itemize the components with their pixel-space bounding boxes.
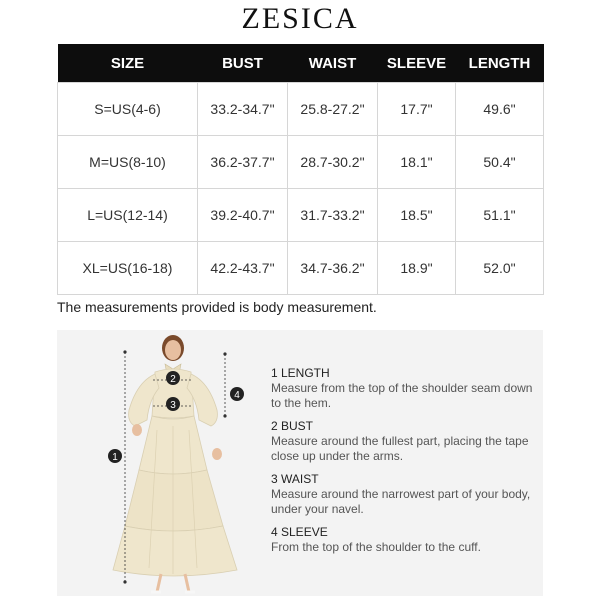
- instruction-description: From the top of the shoulder to the cuff.: [271, 540, 481, 554]
- length-measure-top: [123, 350, 126, 353]
- marker-waist-label: 3: [170, 400, 176, 411]
- cell-sleeve: 18.9": [378, 242, 456, 295]
- measurement-instructions: [271, 366, 541, 563]
- header-waist: WAIST: [288, 44, 378, 83]
- instruction-description: Measure around the fullest part, placing the tape close up under the arms.: [271, 434, 529, 463]
- cell-bust: 42.2-43.7": [198, 242, 288, 295]
- header-sleeve: SLEEVE: [378, 44, 456, 83]
- cell-length: 51.1": [456, 189, 544, 242]
- cell-sleeve: 18.5": [378, 189, 456, 242]
- table-row: [58, 136, 544, 189]
- length-measure-bottom: [123, 580, 126, 583]
- table-row: [58, 242, 544, 295]
- cell-bust: 39.2-40.7": [198, 189, 288, 242]
- instruction-length: [271, 366, 541, 411]
- marker-bust-label: 2: [170, 374, 176, 385]
- instruction-title: 1 LENGTH: [271, 366, 330, 380]
- marker-sleeve-label: 4: [234, 390, 240, 401]
- cell-length: 49.6": [456, 83, 544, 136]
- instruction-waist: [271, 472, 541, 517]
- instruction-title: 3 WAIST: [271, 472, 319, 486]
- instruction-sleeve: [271, 525, 541, 555]
- skirt-tier-3: [113, 526, 237, 576]
- cell-length: 50.4": [456, 136, 544, 189]
- size-chart-table: [57, 44, 544, 295]
- brand-logo: ZESICA: [241, 2, 359, 35]
- instruction-description: Measure from the top of the shoulder seam down to the hem.: [271, 381, 533, 410]
- header-size: SIZE: [58, 44, 198, 83]
- dress-model-illustration: [57, 330, 267, 596]
- table-header-row: [58, 44, 544, 83]
- cell-waist: 25.8-27.2": [288, 83, 378, 136]
- cell-waist: 28.7-30.2": [288, 136, 378, 189]
- instruction-bust: [271, 419, 541, 464]
- cell-waist: 31.7-33.2": [288, 189, 378, 242]
- skirt-tier-2: [125, 470, 223, 531]
- instruction-title: 2 BUST: [271, 419, 314, 433]
- left-hand: [132, 424, 142, 436]
- measurement-note: The measurements provided is body measurement.: [57, 299, 377, 315]
- table-row: [58, 83, 544, 136]
- cell-length: 52.0": [456, 242, 544, 295]
- header-bust: BUST: [198, 44, 288, 83]
- cell-sleeve: 17.7": [378, 83, 456, 136]
- cell-size: S=US(4-6): [58, 83, 198, 136]
- instruction-description: Measure around the narrowest part of your body, under your navel.: [271, 487, 531, 516]
- instruction-title: 4 SLEEVE: [271, 525, 328, 539]
- model-legs: [157, 574, 189, 592]
- cell-sleeve: 18.1": [378, 136, 456, 189]
- header-length: LENGTH: [456, 44, 544, 83]
- cell-size: L=US(12-14): [58, 189, 198, 242]
- cell-size: M=US(8-10): [58, 136, 198, 189]
- cell-bust: 36.2-37.7": [198, 136, 288, 189]
- model-face: [165, 340, 181, 360]
- cell-waist: 34.7-36.2": [288, 242, 378, 295]
- marker-length-label: 1: [112, 452, 118, 463]
- right-hand: [212, 448, 222, 460]
- sleeve-measure-top: [223, 352, 226, 355]
- cell-size: XL=US(16-18): [58, 242, 198, 295]
- sleeve-measure-bottom: [223, 414, 226, 417]
- table-row: [58, 189, 544, 242]
- cell-bust: 33.2-34.7": [198, 83, 288, 136]
- measurement-guide-panel: [57, 330, 543, 596]
